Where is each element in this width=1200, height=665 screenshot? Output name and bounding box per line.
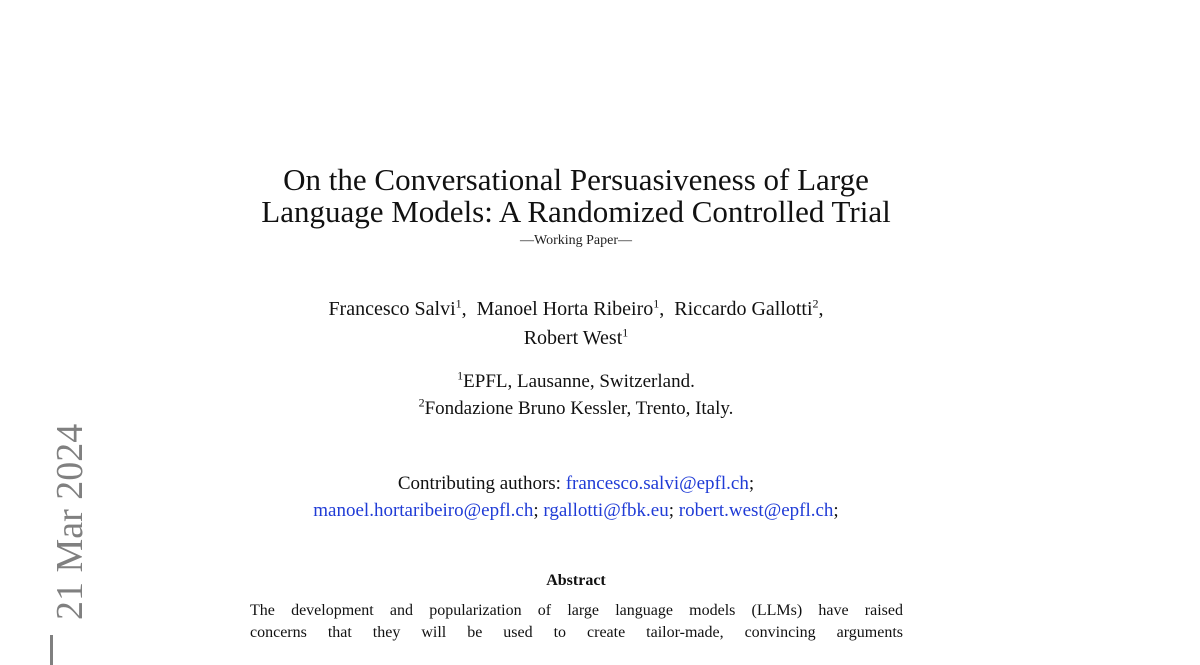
abstract-heading: Abstract [546,572,606,589]
abstract-line: concerns that they will be used to create tailor-made, convincing arguments [250,624,903,641]
affiliation-mark: 2 [418,395,425,410]
affiliation-item [250,395,902,422]
author-separator: , [461,298,477,320]
author-name: Francesco Salvi [328,298,456,320]
title-line-2: Language Models: A Randomized Controlled Trial [261,194,891,229]
author-line-2 [220,324,932,353]
abstract-body [250,600,903,644]
author-name: Robert West [523,327,623,349]
author-affil-mark: 2 [812,296,819,311]
contrib-line-2 [200,497,952,524]
email-link-west[interactable]: robert.west@epfl.ch [678,500,834,521]
arxiv-stamp-bar [50,635,53,665]
contrib-line-1 [200,470,952,497]
affiliation-mark: 1 [457,368,464,383]
affiliation-text: Fondazione Bruno Kessler, Trento, Italy. [424,398,734,419]
arxiv-date-stamp [18,410,91,648]
email-separator: ; [668,500,674,521]
arxiv-date-text: 21 Mar 2024 [49,423,91,620]
paper-title [150,164,1002,228]
author-separator: , [818,298,824,320]
title-line-1: On the Conversational Persuasiveness of Large [283,162,869,197]
author-separator: , [659,298,675,320]
author-affil-mark: 1 [455,296,462,311]
email-link-hortaribeiro[interactable]: manoel.hortaribeiro@epfl.ch [313,500,534,521]
author-list [220,295,932,353]
author-line-1 [220,295,932,324]
affiliation-item [250,368,902,395]
contrib-label: Contributing authors: [397,473,566,494]
author-affil-mark: 1 [622,325,629,340]
affiliation-list [250,368,902,422]
email-separator: ; [833,500,839,521]
email-link-salvi[interactable]: francesco.salvi@epfl.ch [565,473,749,494]
author-name: Riccardo Gallotti [674,298,813,320]
affiliation-text: EPFL, Lausanne, Switzerland. [463,371,695,392]
email-link-gallotti[interactable]: rgallotti@fbk.eu [543,500,669,521]
paper-subtitle: —Working Paper— [519,233,633,248]
email-separator: ; [533,500,539,521]
abstract-line: The development and popularization of large language models (LLMs) have raised [250,602,903,619]
author-name: Manoel Horta Ribeiro [476,298,654,320]
email-separator: ; [748,473,755,494]
contributing-authors [200,470,952,524]
author-affil-mark: 1 [653,296,660,311]
